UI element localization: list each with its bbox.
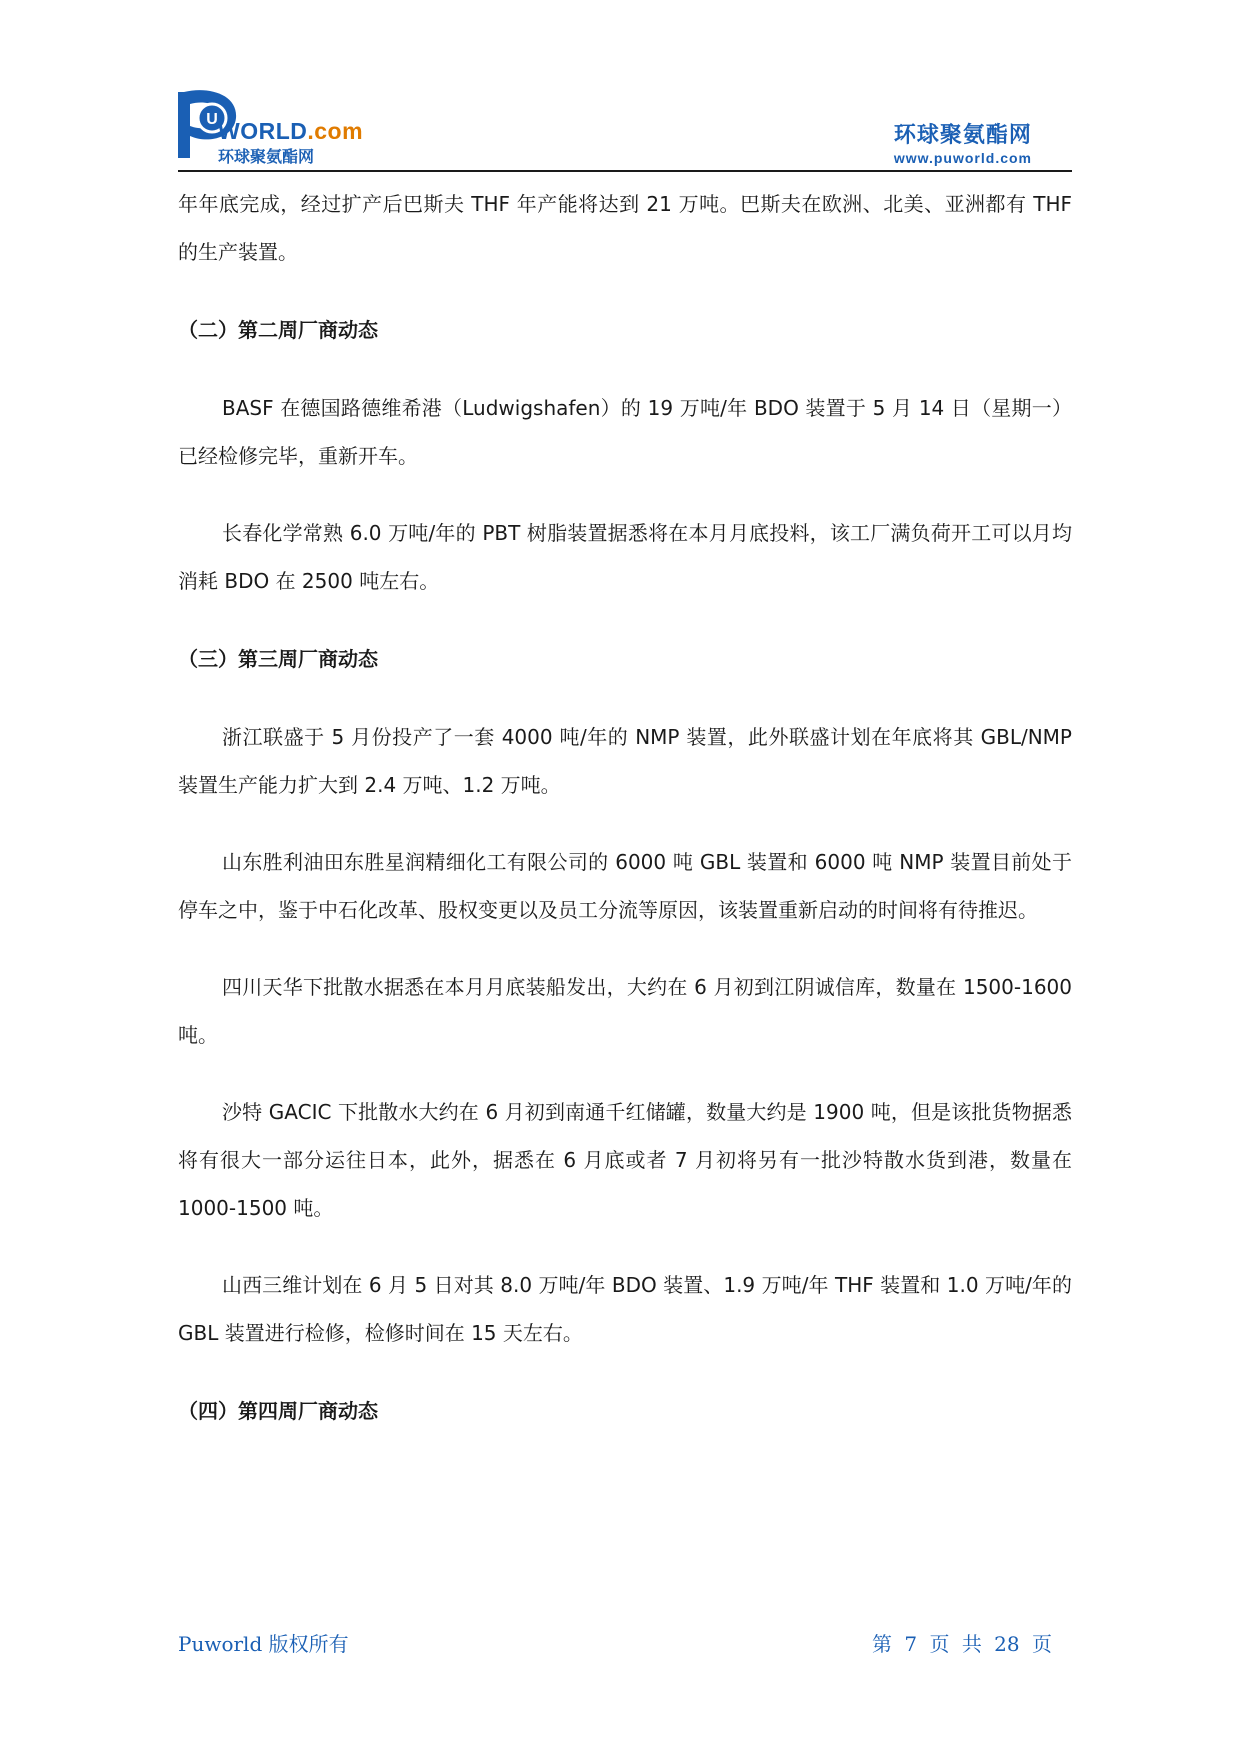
week3-paragraph-shanxi: 山西三维计划在 6 月 5 日对其 8.0 万吨/年 BDO 装置、1.9 万吨/年 THF 装置和 1.0 万吨/年的 GBL 装置进行检修，检修时间在 15 天左右。 — [178, 1273, 1072, 1345]
page-number: 第 7 页 共 28 页 — [872, 1632, 1052, 1656]
page-footer — [178, 1628, 1072, 1668]
logo-com-text: .com — [307, 118, 364, 144]
week3-paragraph-gacic: 沙特 GACIC 下批散水大约在 6 月初到南通千红储罐，数量大约是 1900 吨，但是该批货物据悉将有很大一部分运往日本，此外，据悉在 6 月底或者 7 月初将另有一批沙特散水货到港，数量在 1000-1500 吨。 — [178, 1100, 1072, 1220]
week2-heading: （二）第二周厂商动态 — [178, 318, 378, 342]
header-divider — [178, 170, 1072, 172]
intro-paragraph: 年年底完成，经过扩产后巴斯夫 THF 年产能将达到 21 万吨。巴斯夫在欧洲、北美、亚洲都有 THF 的生产装置。 — [178, 192, 1072, 264]
week2-paragraph-basf: BASF 在德国路德维希港（Ludwigshafen）的 19 万吨/年 BDO 装置于 5 月 14 日（星期一）已经检修完毕，重新开车。 — [178, 396, 1072, 468]
document-body — [178, 180, 1072, 1435]
brand-block[interactable] — [894, 118, 1032, 166]
logo-wordmark — [218, 118, 363, 145]
logo-world-text: WORLD — [218, 118, 308, 144]
copyright-text: Puworld 版权所有 — [178, 1632, 349, 1656]
week4-heading: （四）第四周厂商动态 — [178, 1399, 378, 1423]
week3-paragraph-tianhua: 四川天华下批散水据悉在本月月底装船发出，大约在 6 月初到江阴诚信库，数量在 1500-1600 吨。 — [178, 975, 1072, 1047]
brand-chinese-name: 环球聚氨酯网 — [893, 123, 1032, 148]
svg-text:U: U — [206, 111, 218, 128]
page-header — [178, 82, 1072, 172]
week3-heading: （三）第三周厂商动态 — [178, 647, 378, 671]
brand-url[interactable]: www.puworld.com — [893, 150, 1032, 166]
puworld-logo[interactable] — [178, 82, 438, 172]
week3-paragraph-lianshang: 浙江联盛于 5 月份投产了一套 4000 吨/年的 NMP 装置，此外联盛计划在年底将其 GBL/NMP 装置生产能力扩大到 2.4 万吨、1.2 万吨。 — [178, 725, 1072, 797]
week3-paragraph-shengli: 山东胜利油田东胜星润精细化工有限公司的 6000 吨 GBL 装置和 6000 吨 NMP 装置目前处于停车之中，鉴于中石化改革、股权变更以及员工分流等原因，该装置重新启动的时间将有待推迟。 — [178, 850, 1072, 922]
logo-chinese-name: 环球聚氨酯网 — [218, 147, 315, 166]
week2-paragraph-changchun: 长春化学常熟 6.0 万吨/年的 PBT 树脂装置据悉将在本月月底投料，该工厂满负荷开工可以月均消耗 BDO 在 2500 吨左右。 — [178, 521, 1072, 593]
